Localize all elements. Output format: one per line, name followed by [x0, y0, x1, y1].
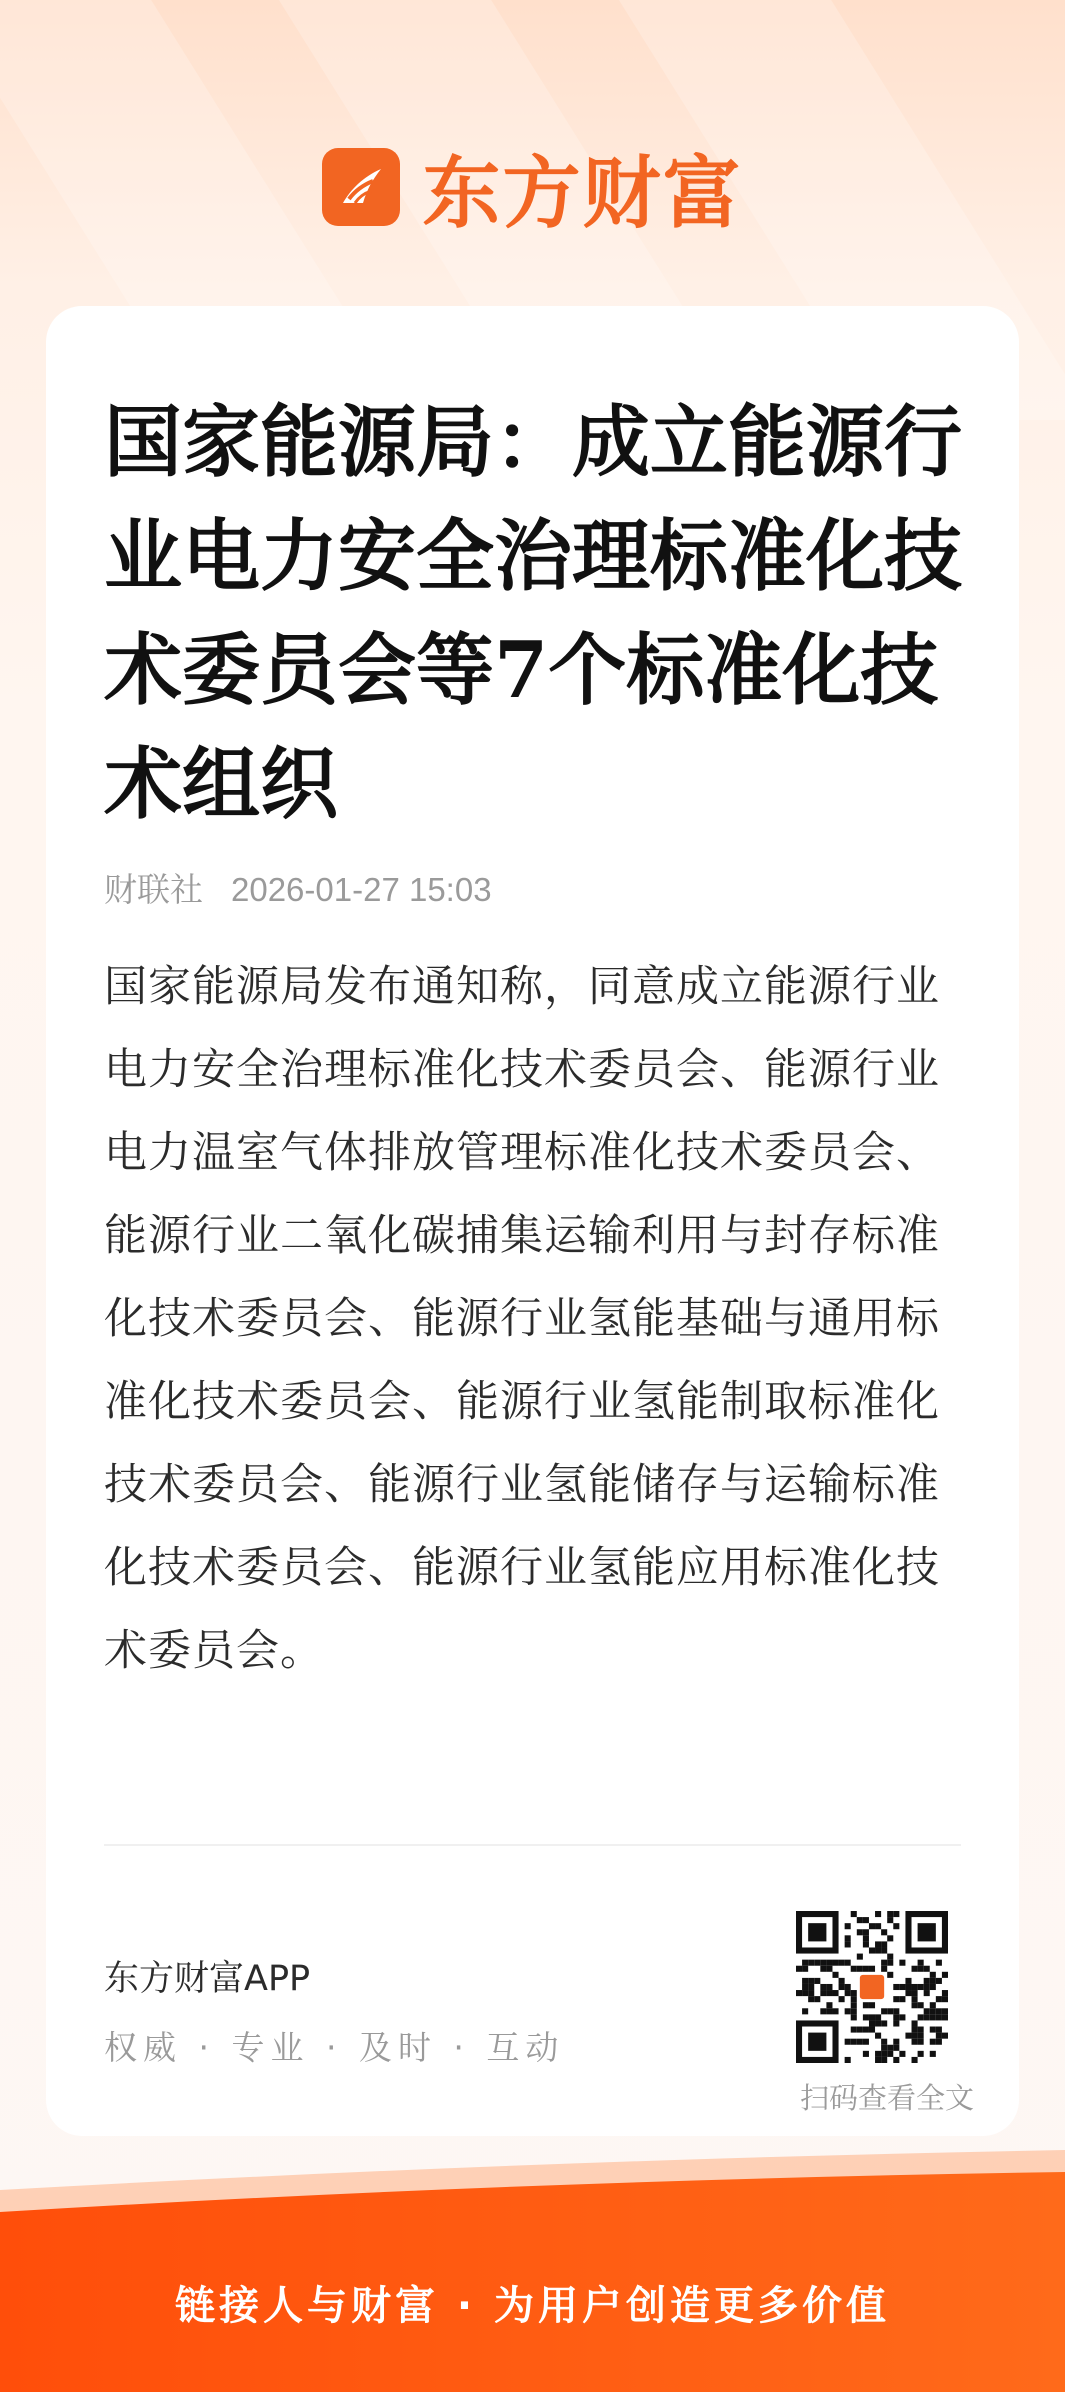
- footer-banner: [0, 2150, 1065, 2392]
- article-title: 国家能源局：成立能源行业电力安全治理标准化技术委员会等7个标准化技术组织: [104, 397, 963, 830]
- article-card: [46, 306, 1019, 2136]
- footer-tagline: 链接人与财富 · 为用户创造更多价值: [174, 2283, 891, 2329]
- brand-header: [0, 142, 1065, 239]
- qr-code-icon[interactable]: [796, 1911, 948, 2063]
- qr-caption: 扫码查看全文: [799, 2081, 974, 2115]
- east-money-logo-icon: [322, 148, 400, 226]
- article-body: 国家能源局发布通知称，同意成立能源行业电力安全治理标准化技术委员会、能源行业电力温室气体排放管理标准化技术委员会、能源行业二氧化碳捕集运输利用与封存标准化技术委员会、能源行业氢能基础与通用标准化技术委员会、能源行业氢能制取标准化技术委员会、能源行业氢能储存与运输标准化技术委员会、能源行业氢能应用标准化技术委员会。: [104, 962, 940, 1676]
- app-slogan: 权威 · 专业 · 及时 · 互动: [104, 2028, 565, 2067]
- article-datetime: 2026-01-27 15:03: [231, 871, 492, 908]
- brand-name: 东方财富: [422, 149, 743, 239]
- divider: [104, 1844, 961, 1846]
- article-source: 财联社: [104, 871, 203, 908]
- article-meta: [104, 864, 492, 911]
- app-name: 东方财富APP: [104, 1959, 311, 1999]
